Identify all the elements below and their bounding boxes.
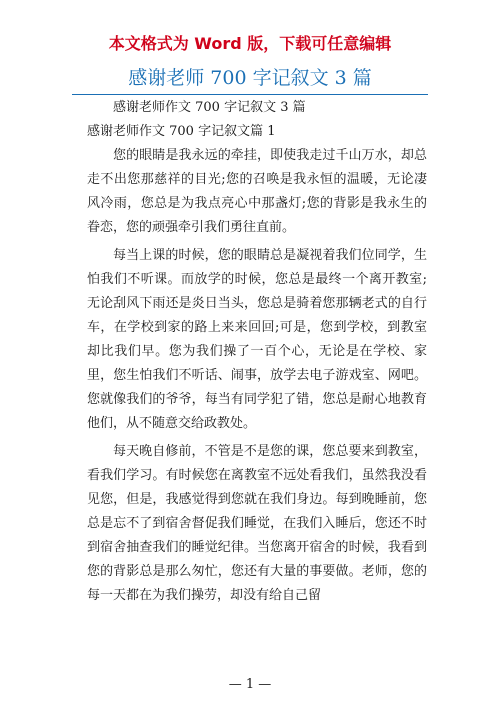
document-body [87,96,427,608]
section-heading: 感谢老师作文 700 字记叙文篇 1 [87,124,276,139]
title-divider [72,94,428,95]
paragraph-2: 每当上课的时候，您的眼睛总是凝视着我们位同学，生怕我们不听课。而放学的时候，您总是最终一个离开教室;无论刮风下雨还是炎日当头，您总是骑着您那辆老式的自行车，在学校到家的路上来来回回;可是，您到学校，到教室却比我们早。您为我们操了一百个心，无论是在学校、家里，您生怕我们不听话、闹事，放学去电子游戏室、网吧。您就像我们的爷爷，每当有同学犯了错，您总是耐心地教育他们，从不随意交给政教处。 [87,248,427,431]
subtitle: 感谢老师作文 700 字记叙文 3 篇 [113,100,306,115]
page-number: — 1 — [228,677,272,692]
document-title: 感谢老师 700 字记叙文 3 篇 [128,67,372,89]
paragraph-1: 您的眼睛是我永远的牵挂，即使我走过千山万水，却总走不出您那慈祥的目光;您的召唤是我永恒的温暖，无论凄风冷雨，您总是为我点亮心中那盏灯;您的背影是我永生的眷恋，您的顽强牵引我们勇往直前。 [87,148,427,235]
format-banner: 本文格式为 Word 版，下载可任意编辑 [108,34,392,53]
paragraph-3: 每天晚自修前，不管是不是您的课，您总要来到教室，看我们学习。有时候您在离教室不远处看我们，虽然我没看见您，但是，我感觉得到您就在我们身边。每到晚睡前，您总是忘不了到宿舍督促我们睡觉，在我们入睡后，您还不时到宿舍抽查我们的睡觉纪律。当您离开宿舍的时候，我看到您的背影总是那么匆忙，您还有大量的事要做。老师，您的每一天都在为我们操劳，却没有给自己留 [87,444,427,603]
